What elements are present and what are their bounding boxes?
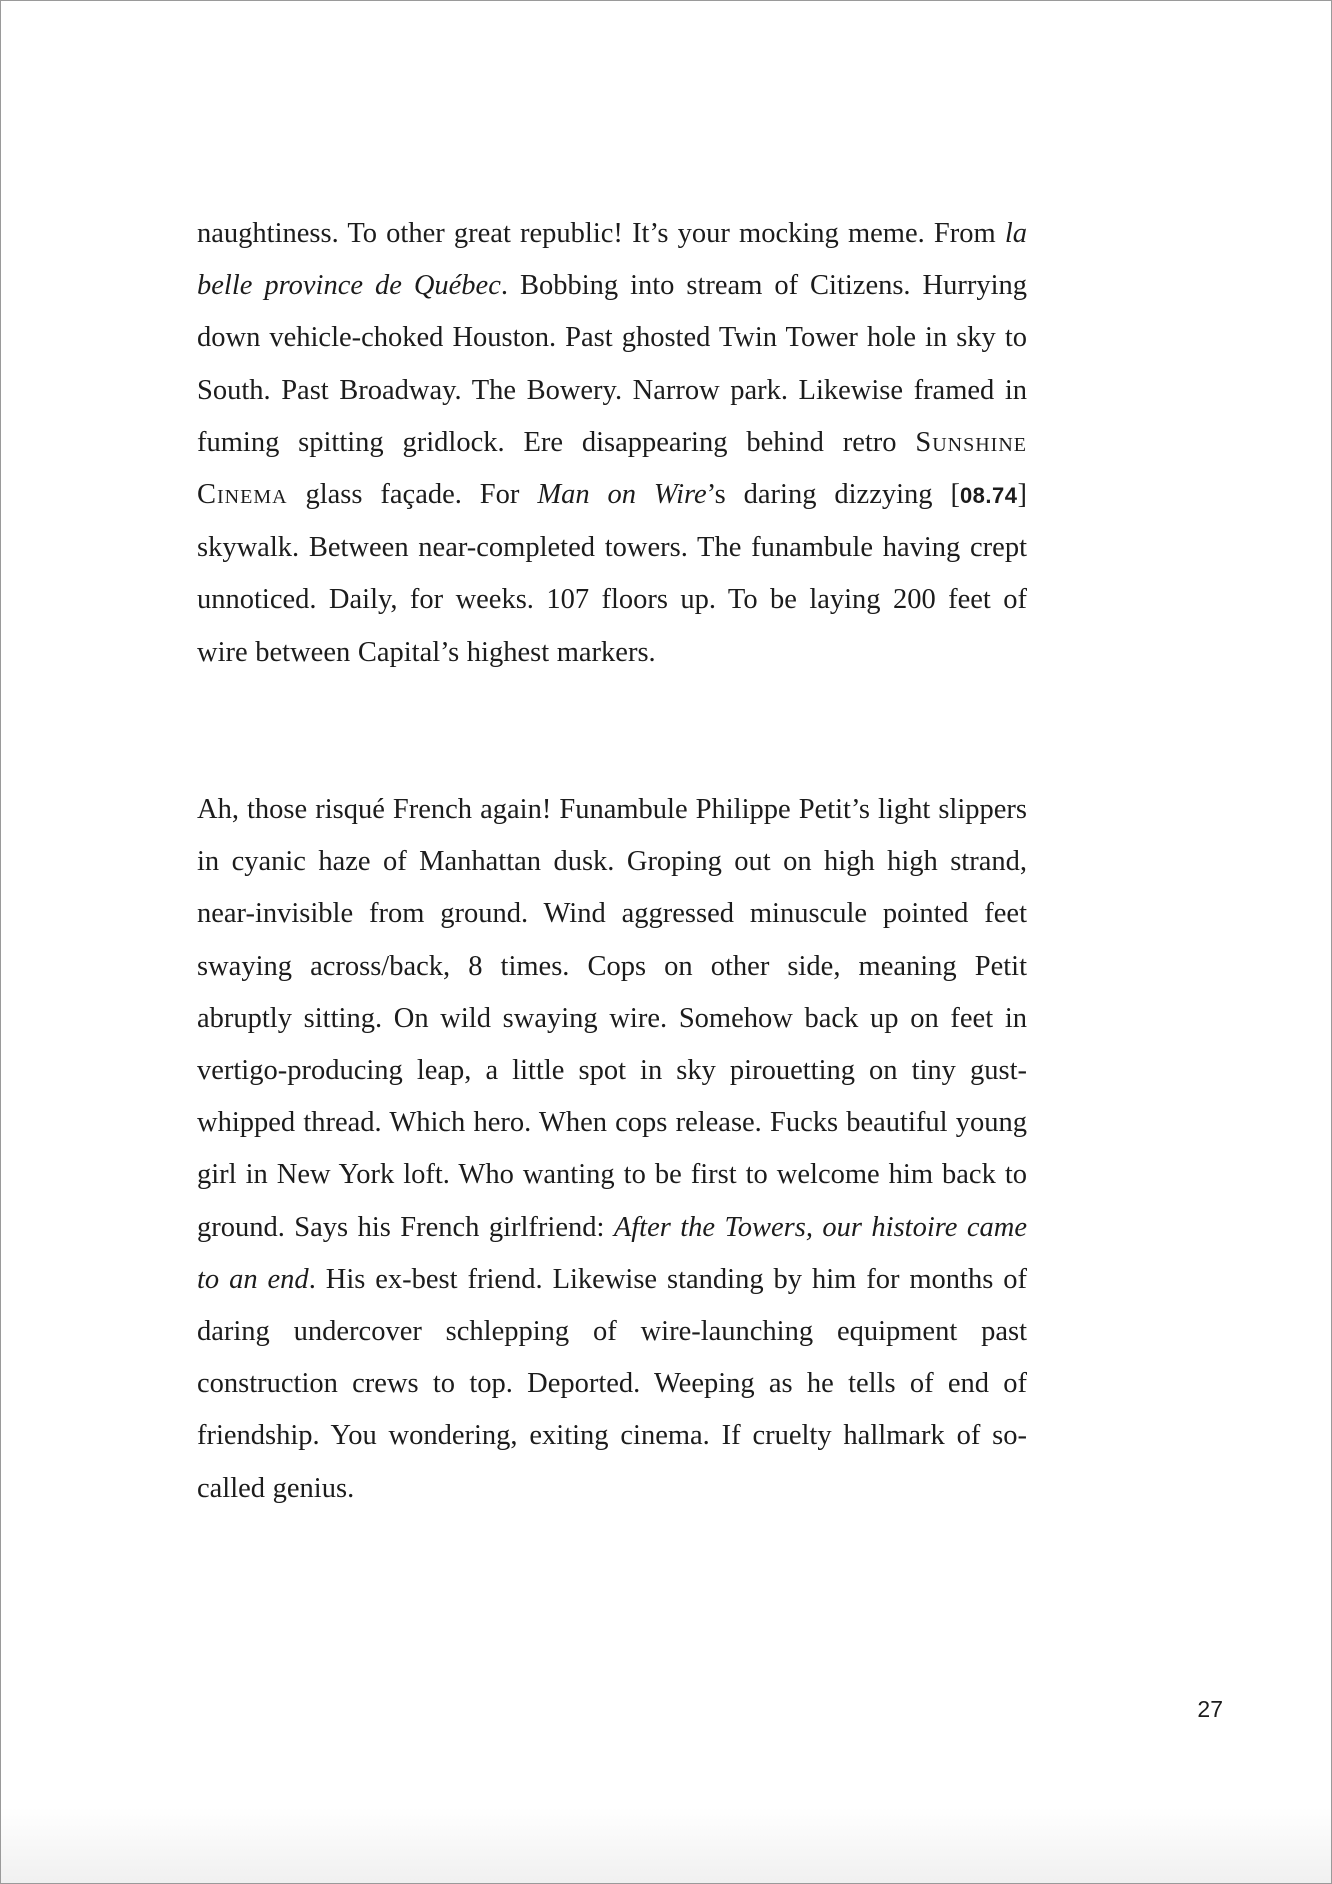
paragraph-1-italic-quebec: la belle province de Québec bbox=[197, 218, 1027, 302]
paragraph-1-text-3: glass façade. For bbox=[287, 479, 538, 511]
paragraph-1-text-2: . Bobbing into stream of Citizens. Hurrying down vehicle-choked Houston. Past ghosted Twin Tower hole in sky to South. Past Broadway. The Bowery. Narrow park. Likewise framed in fuming spitting gridlock. Ere disappearing behind retro bbox=[197, 270, 1027, 458]
paragraph-1-text-1: naughtiness. To other great republic! It’s your mocking meme. From bbox=[197, 218, 1005, 249]
paragraph-2-text-1: Ah, those risqué French again! Funambule Philippe Petit’s light slippers in cyanic haze of Manhattan dusk. Groping out on high high strand, near-invisible from ground. Wind aggressed minuscule pointed feet swaying across/back, 8 times. Cops on other side, meaning Petit abruptly sitting. On wild swaying wire. Somehow back up on feet in vertigo-producing leap, a little spot in sky pirouetting on tiny gust-whipped thread. Which hero. When cops release. Fucks beautiful young girl in New York loft. Who wanting to be first to welcome him back to ground. Says his French girlfriend: bbox=[197, 794, 1027, 1243]
body-paragraph-2 bbox=[197, 784, 1027, 1515]
paragraph-2-text-2: . His ex-best friend. Likewise standing by him for months of daring undercover schlepping of wire-launching equipment past construction crews to top. Deported. Weeping as he tells of end of friendship. You wondering, exiting cinema. If cruelty hallmark of so-called genius. bbox=[197, 1263, 1027, 1504]
body-paragraph-1 bbox=[197, 208, 1027, 679]
paragraph-2-italic-quote: After the Towers, our histoire came to an end bbox=[197, 1211, 1027, 1295]
page-number: 27 bbox=[1197, 1696, 1223, 1722]
paragraph-1-timecode: 08.74 bbox=[959, 483, 1018, 509]
paragraph-1-text-4: ’s daring dizzying [ bbox=[706, 479, 960, 511]
paragraph-1-italic-film-title: Man on Wire bbox=[537, 479, 707, 511]
paragraph-1-text-5: ] skywalk. Between near-completed towers. The funambule having crept unnoticed. Daily, for weeks. 107 floors up. To be laying 200 feet of wire between Capital’s highest markers. bbox=[197, 479, 1027, 668]
paragraph-1-small-caps-cinema: Sunshine Cinema bbox=[197, 426, 1027, 511]
